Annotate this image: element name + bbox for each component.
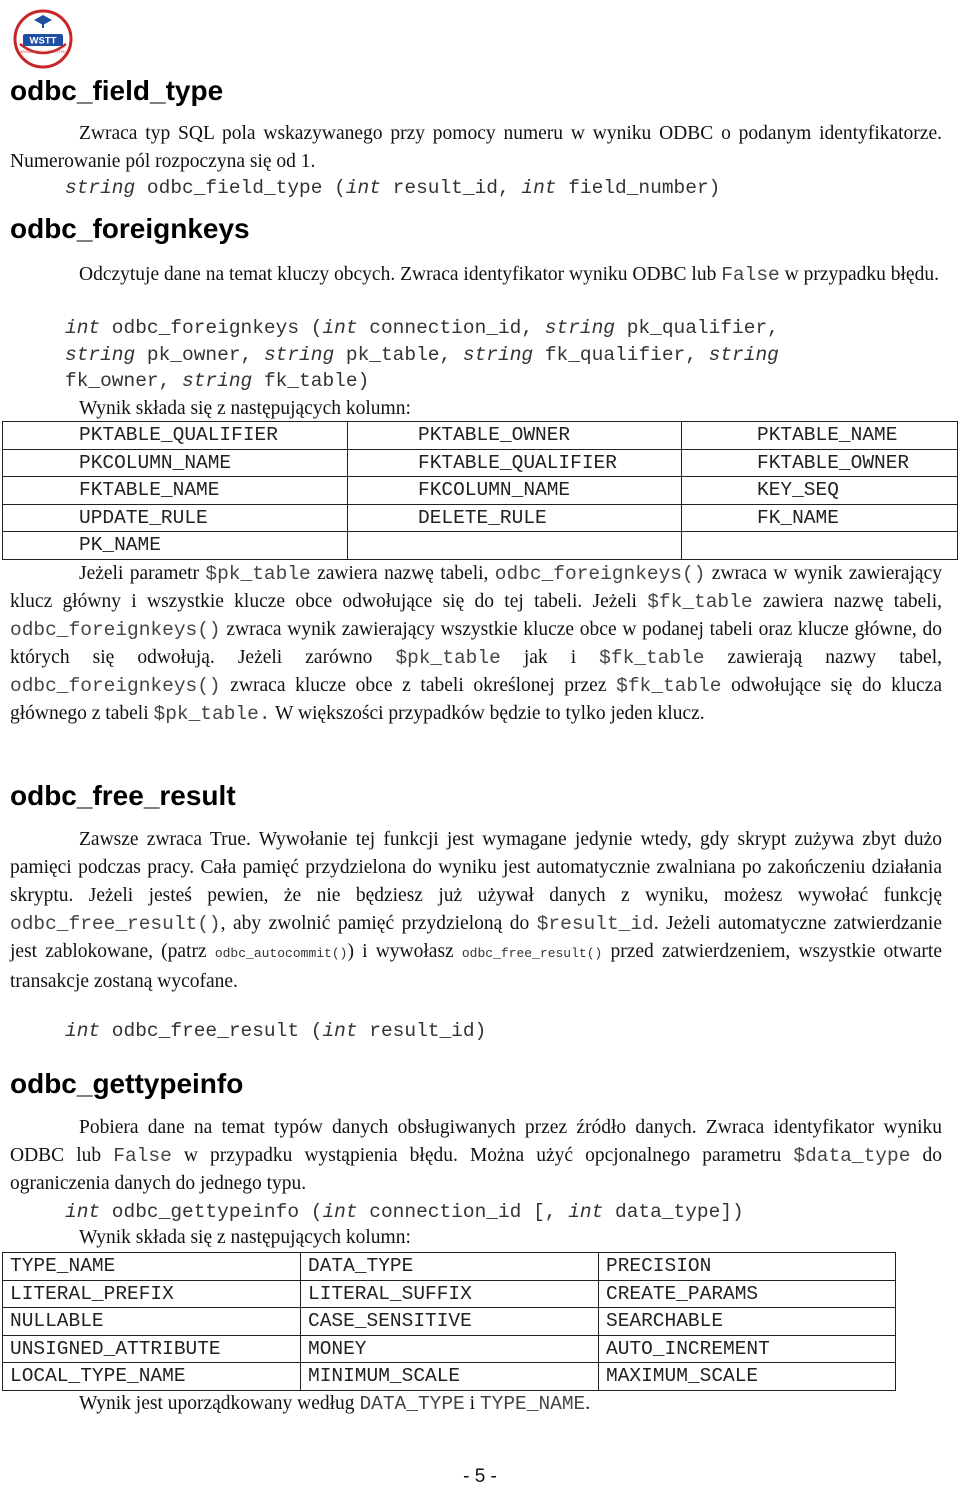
gettypeinfo-signature: int odbc_gettypeinfo (int connection_id [, int data_type]) xyxy=(65,1201,744,1223)
table-cell: AUTO_INCREMENT xyxy=(599,1335,896,1363)
table-cell: CREATE_PARAMS xyxy=(599,1280,896,1308)
table-cell: UPDATE_RULE xyxy=(3,504,348,532)
section-title-free-result: odbc_free_result xyxy=(10,780,236,811)
foreignkeys-description: Odczytuje dane na temat kluczy obcych. Zwraca identyfikator wyniku ODBC lub False w przypadku błędu. xyxy=(79,264,939,286)
table-cell xyxy=(348,532,682,560)
logo-subtext: WYŻSZA SZKOŁA TURYSTYKI xyxy=(20,50,66,54)
table-cell: FKTABLE_OWNER xyxy=(682,449,958,477)
table-row xyxy=(3,1280,896,1308)
table-row xyxy=(3,449,958,477)
table-cell: MONEY xyxy=(301,1335,599,1363)
table-cell: FK_NAME xyxy=(682,504,958,532)
table-cell: KEY_SEQ xyxy=(682,477,958,505)
table-cell: UNSIGNED_ATTRIBUTE xyxy=(3,1335,301,1363)
page-number: - 5 - xyxy=(463,1466,497,1487)
table-cell: CASE_SENSITIVE xyxy=(301,1308,599,1336)
table-cell: TYPE_NAME xyxy=(3,1253,301,1281)
field-type-description: Zwraca typ SQL pola wskazywanego przy pomocy numeru w wyniku ODBC o podanym identyfikatorze. Numerowanie pól rozpoczyna się od 1. xyxy=(10,123,942,172)
table-row xyxy=(3,504,958,532)
table-cell: PKCOLUMN_NAME xyxy=(3,449,348,477)
table-cell: FKTABLE_NAME xyxy=(3,477,348,505)
table-cell: LITERAL_PREFIX xyxy=(3,1280,301,1308)
table-row xyxy=(3,1335,896,1363)
table-cell: PKTABLE_NAME xyxy=(682,422,958,450)
table-cell: PK_NAME xyxy=(3,532,348,560)
table-cell: DATA_TYPE xyxy=(301,1253,599,1281)
gettypeinfo-description: Pobiera dane na temat typów danych obsługiwanych przez źródło danych. Zwraca identyfikator wyniku ODBC lub False w przypadku wystąpienia błędu. Można użyć opcjonalnego parametru $data_type do ograniczenia danych do jednego typu. xyxy=(10,1117,942,1194)
gettypeinfo-order-note: Wynik jest uporządkowany według DATA_TYPE i TYPE_NAME. xyxy=(79,1393,591,1415)
foreignkeys-columns-intro: Wynik składa się z następujących kolumn: xyxy=(79,398,411,419)
table-row xyxy=(3,422,958,450)
table-row xyxy=(3,477,958,505)
table-cell: MAXIMUM_SCALE xyxy=(599,1363,896,1391)
foreignkeys-explanation: Jeżeli parametr $pk_table zawiera nazwę tabeli, odbc_foreignkeys() zwraca w wynik zawierający klucz główny i wszystkie klucze obce odwołujące się do tej tabeli. Jeżeli $fk_table zawiera nazwę tabeli, odbc_foreignkeys() zwraca wynik zawierający wszystkie klucze obce w podanej tabeli oraz klucze główne, do których się odwołują. Jeżeli zarówno $pk_table jak i $fk_table zawierają nazwy tabel, odbc_foreignkeys() zwraca klucze obce z tabeli określonej przez $fk_table odwołujące się do klucza głównego z tabeli $pk_table. W większości przypadków będzie to tylko jeden klucz. xyxy=(10,563,942,725)
table-row xyxy=(3,1308,896,1336)
table-cell xyxy=(682,532,958,560)
table-row xyxy=(3,1363,896,1391)
table-cell: PRECISION xyxy=(599,1253,896,1281)
free-result-signature: int odbc_free_result (int result_id) xyxy=(65,1020,487,1042)
foreignkeys-columns-table xyxy=(2,421,958,560)
table-cell: SEARCHABLE xyxy=(599,1308,896,1336)
table-row xyxy=(3,1253,896,1281)
gettypeinfo-columns-table xyxy=(2,1252,896,1391)
wstt-logo xyxy=(12,8,74,70)
table-cell: MINIMUM_SCALE xyxy=(301,1363,599,1391)
section-title-field-type: odbc_field_type xyxy=(10,75,224,106)
free-result-description: Zawsze zwraca True. Wywołanie tej funkcji jest wymagane jedynie wtedy, gdy skrypt zużywa zbyt dużo pamięci podczas pracy. Cała pamięć przydzielona do wyniku jest automatycznie zwalniana po zakończeniu działania skryptu. Jeżeli jesteś pewien, że nie będziesz już używał danych z wyniku, możesz wywołać funkcję odbc_free_result(), aby zwolnić pamięć przydzieloną do $result_id. Jeżeli automatyczne zatwierdzanie jest zablokowane, (patrz odbc_autocommit()) i wywołasz odbc_free_result() przed zatwierdzeniem, wszystkie otwarte transakcje zostaną wycofane. xyxy=(10,829,942,992)
table-cell: DELETE_RULE xyxy=(348,504,682,532)
foreignkeys-signature: int odbc_foreignkeys (int connection_id, string pk_qualifier, string pk_owner, string pk_table, string fk_qualifier, string fk_owner, string fk_table) xyxy=(65,317,779,392)
table-cell: NULLABLE xyxy=(3,1308,301,1336)
table-cell: FKCOLUMN_NAME xyxy=(348,477,682,505)
section-title-gettypeinfo: odbc_gettypeinfo xyxy=(10,1068,244,1099)
table-cell: FKTABLE_QUALIFIER xyxy=(348,449,682,477)
table-cell: LOCAL_TYPE_NAME xyxy=(3,1363,301,1391)
logo-text: WSTT xyxy=(29,35,57,47)
table-row xyxy=(3,532,958,560)
table-cell: PKTABLE_OWNER xyxy=(348,422,682,450)
table-cell: LITERAL_SUFFIX xyxy=(301,1280,599,1308)
section-title-foreignkeys: odbc_foreignkeys xyxy=(10,213,250,244)
field-type-signature: string odbc_field_type (int result_id, int field_number) xyxy=(65,177,721,199)
gettypeinfo-columns-intro: Wynik składa się z następujących kolumn: xyxy=(79,1227,411,1248)
table-cell: PKTABLE_QUALIFIER xyxy=(3,422,348,450)
